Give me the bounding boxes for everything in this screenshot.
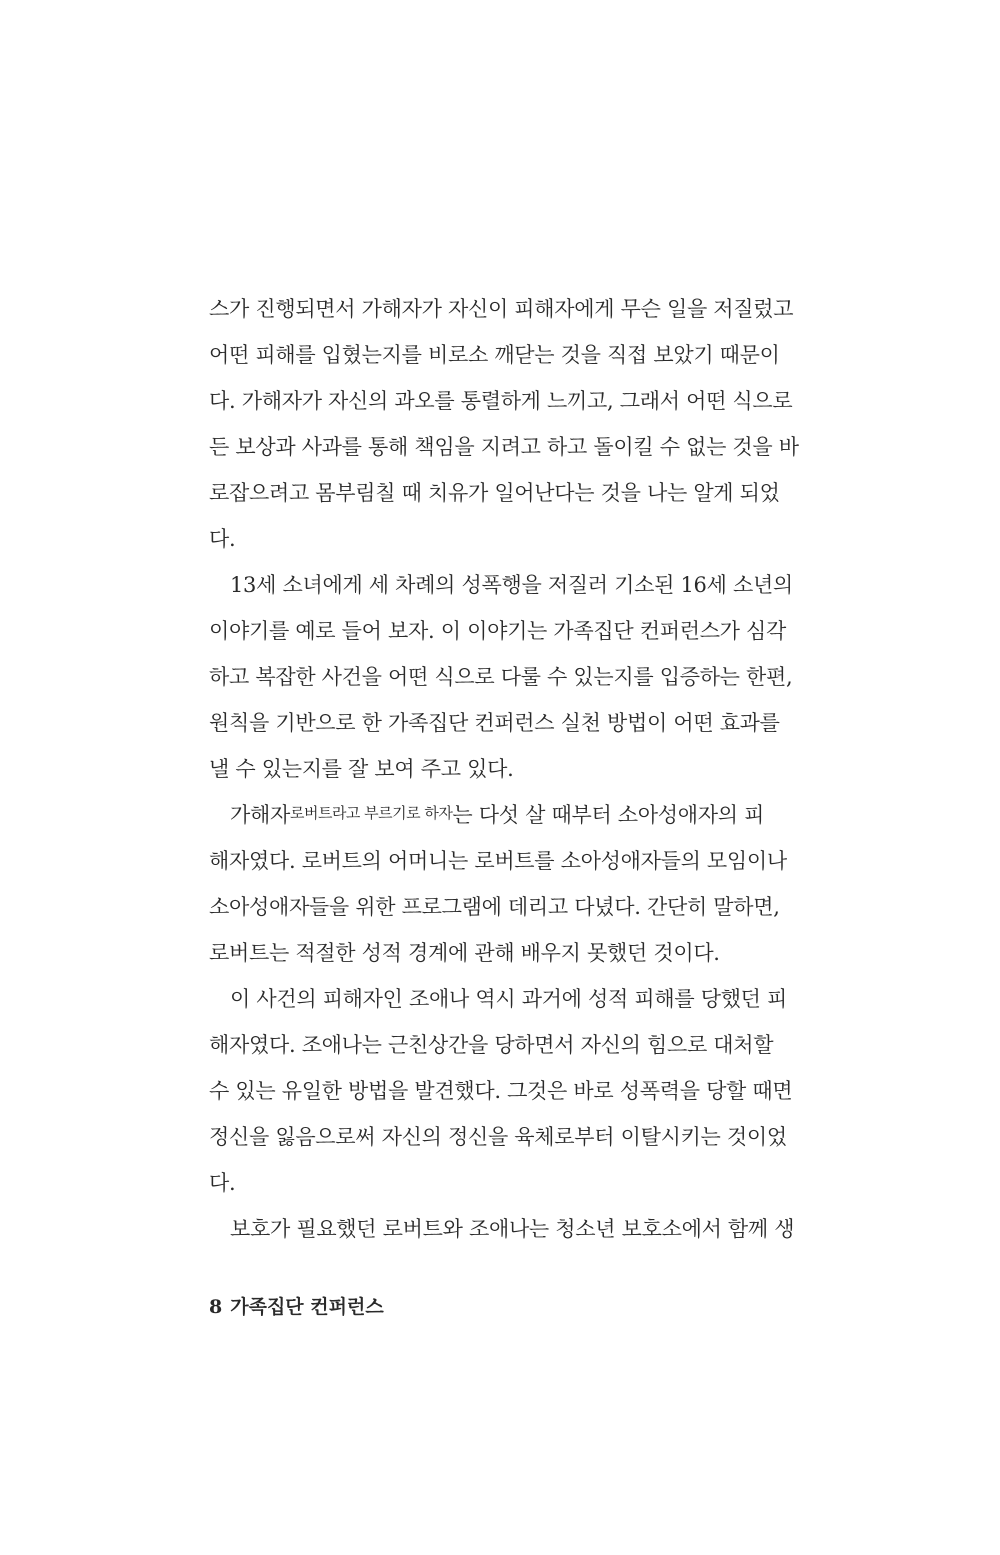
text-line: 다. <box>209 1171 236 1195</box>
text-line: 하고 복잡한 사건을 어떤 식으로 다룰 수 있는지를 입증하는 한편, <box>209 665 793 689</box>
text-span: 가해자 <box>230 803 290 827</box>
paragraph <box>209 792 787 976</box>
text-line: 스가 진행되면서 가해자가 자신이 피해자에게 무슨 일을 저질렀고 <box>209 297 794 321</box>
page-number: 8 <box>209 1296 223 1318</box>
text-line: 수 있는 유일한 방법을 발견했다. 그것은 바로 성폭력을 당할 때면 <box>209 1079 793 1103</box>
running-title: 가족집단 컨퍼런스 <box>230 1296 384 1318</box>
text-line: 낼 수 있는지를 잘 보여 주고 있다. <box>209 757 514 781</box>
text-span: 는 다섯 살 때부터 소아성애자의 피 <box>452 803 765 827</box>
text-line: 소아성애자들을 위한 프로그램에 데리고 다녔다. 간단히 말하면, <box>209 895 780 919</box>
paragraph <box>209 286 799 562</box>
text-line: 이야기를 예로 들어 보자. 이 이야기는 가족집단 컨퍼런스가 심각 <box>209 619 787 643</box>
aside-note: 로버트라고 부르기로 하자 <box>289 804 453 822</box>
text-line: 정신을 잃음으로써 자신의 정신을 육체로부터 이탈시키는 것이었 <box>209 1125 787 1149</box>
text-line <box>209 792 765 838</box>
text-line: 든 보상과 사과를 통해 책임을 지려고 하고 돌이킬 수 없는 것을 바 <box>209 435 799 459</box>
text-line: 13세 소녀에게 세 차례의 성폭행을 저질러 기소된 16세 소년의 <box>230 573 793 597</box>
text-line: 로잡으려고 몸부림칠 때 치유가 일어난다는 것을 나는 알게 되었 <box>209 481 780 505</box>
text-line: 해자였다. 조애나는 근친상간을 당하면서 자신의 힘으로 대처할 <box>209 1033 774 1057</box>
paragraph <box>209 1206 795 1252</box>
paragraph <box>209 976 793 1206</box>
page-footer <box>209 1292 384 1319</box>
text-line: 보호가 필요했던 로버트와 조애나는 청소년 보호소에서 함께 생 <box>230 1217 795 1241</box>
paragraph <box>209 562 793 792</box>
text-line: 해자였다. 로버트의 어머니는 로버트를 소아성애자들의 모임이나 <box>209 849 787 873</box>
text-line: 다. 가해자가 자신의 과오를 통렬하게 느끼고, 그래서 어떤 식으로 <box>209 389 793 413</box>
text-line: 이 사건의 피해자인 조애나 역시 과거에 성적 피해를 당했던 피 <box>230 987 788 1011</box>
text-line: 원칙을 기반으로 한 가족집단 컨퍼런스 실천 방법이 어떤 효과를 <box>209 711 780 735</box>
page-body <box>209 286 799 1252</box>
text-line: 로버트는 적절한 성적 경계에 관해 배우지 못했던 것이다. <box>209 941 720 965</box>
text-line: 어떤 피해를 입혔는지를 비로소 깨닫는 것을 직접 보았기 때문이 <box>209 343 780 367</box>
text-line: 다. <box>209 527 236 551</box>
